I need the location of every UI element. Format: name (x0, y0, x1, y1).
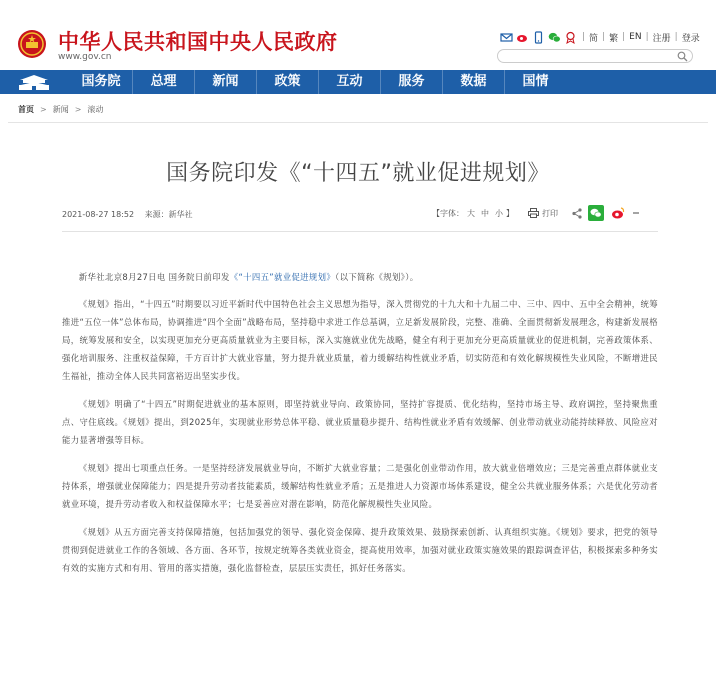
register-link[interactable]: 注册 (652, 33, 671, 44)
plan-link[interactable]: 《“十四五”就业促进规划》 (229, 272, 336, 282)
source-label-text: 来源： (144, 210, 169, 219)
print-label: 打印 (542, 208, 558, 218)
ribbon-icon[interactable] (564, 31, 577, 44)
paragraph: 《规划》明确了“十四五”时期促进就业的基本原则，即坚持就业导向、政策协同，坚持扩容提质、优化结构，坚持市场主导、政府调控，坚持聚焦重点、守住底线。《规划》提出，到2025年，实现就业形势总体平稳、就业质量稳步提升、结构性就业矛盾有效缓解、创业带动就业动能持续释放、风险应对能力显著增强等目标。 (62, 399, 658, 445)
nav-item-interaction[interactable]: 互动 (318, 70, 380, 94)
paragraph: 《规划》指出，“十四五”时期要以习近平新时代中国特色社会主义思想为指导，深入贯彻党的十九大和十九届二中、三中、四中、五中全会精神，统筹推进“五位一体”总体布局，协调推进“四个全面”战略布局，坚持稳中求进工作总基调，立足新发展阶段，完整、准确、全面贯彻新发展理念，构建新发展格局，统筹发展和安全，以实现更加充分更高质量就业为主要目标，深入实施就业优先战略，健全有利于更加充分更高质量就业的促进机制，完善政策体系、强化培训服务、注重权益保障，千方百计扩大就业容量，努力提升就业质量，着力缓解结构性就业矛盾，切实防范和有效化解规模性失业风险，不断增进民生福祉，推动全体人民共同富裕迈出坚实步伐。 (62, 299, 658, 381)
weixin-icon[interactable] (548, 31, 561, 44)
mobile-icon[interactable] (532, 31, 545, 44)
nav-items (70, 70, 566, 94)
breadcrumb-separator: > (74, 105, 82, 114)
lang-simplified-link[interactable]: 简 (589, 33, 599, 44)
nav-item-policies[interactable]: 政策 (256, 70, 318, 94)
font-small-button[interactable]: 小 (495, 208, 503, 218)
lead-text-after: （以下简称《规划》）。 (335, 272, 419, 282)
separator: | (602, 32, 606, 42)
nav-item-premier[interactable]: 总理 (132, 70, 194, 94)
nav-item-state-council[interactable]: 国务院 (81, 74, 121, 89)
article-meta (62, 209, 201, 220)
separator: | (645, 32, 649, 42)
lang-traditional-link[interactable]: 繁 (609, 33, 619, 44)
weibo-icon[interactable] (516, 31, 529, 44)
nav-item-news[interactable]: 新闻 (194, 70, 256, 94)
font-size-control (432, 208, 514, 219)
separator: | (622, 32, 626, 42)
share-icon[interactable] (572, 208, 582, 219)
lead-text: 新华社北京8月27日电 国务院日前印发 (78, 272, 230, 282)
mail-icon[interactable] (500, 31, 513, 44)
publish-date: 2021-08-27 18:52 (62, 210, 135, 219)
weibo-share-icon[interactable] (610, 205, 626, 221)
search-input[interactable] (497, 49, 693, 63)
breadcrumb-separator: > (40, 105, 47, 114)
separator: | (582, 32, 586, 42)
breadcrumb-current[interactable]: 滚动 (87, 105, 104, 114)
lang-english-link[interactable]: EN (629, 32, 642, 42)
source-name: 新华社 (168, 210, 193, 219)
font-size-label: 【字体： (432, 208, 464, 218)
font-size-label-close: 】 (506, 208, 514, 218)
tiananmen-icon[interactable] (14, 72, 54, 92)
breadcrumb-home[interactable]: 首页 (18, 105, 34, 114)
paragraph-lead (62, 268, 658, 286)
main-nav (0, 70, 716, 94)
article-body (62, 268, 658, 587)
more-share-icon[interactable] (632, 209, 640, 217)
breadcrumb-news[interactable]: 新闻 (52, 105, 69, 114)
search-icon[interactable] (677, 51, 688, 62)
font-large-button[interactable]: 大 (467, 208, 475, 218)
breadcrumb (18, 104, 103, 115)
meta-divider (62, 231, 658, 232)
separator: | (674, 32, 678, 42)
article-title: 国务院印发《“十四五”就业促进规划》 (166, 161, 550, 186)
site-url: www.gov.cn (58, 52, 112, 62)
site-header (0, 0, 716, 70)
article-tools (432, 205, 640, 221)
nav-item-services[interactable]: 服务 (380, 70, 442, 94)
printer-icon (528, 208, 539, 218)
wechat-share-icon[interactable] (588, 205, 604, 221)
national-emblem-icon[interactable] (17, 29, 47, 59)
print-button[interactable] (528, 208, 558, 219)
nav-item-data[interactable]: 数据 (442, 70, 504, 94)
nav-item-national-conditions[interactable]: 国情 (504, 70, 566, 94)
login-link[interactable]: 登录 (681, 33, 700, 44)
paragraph: 《规划》从五方面完善支持保障措施，包括加强党的领导、强化资金保障、提升政策效果、鼓励探索创新、认真组织实施。《规划》要求，把党的领导贯彻到促进就业工作的各领域、各方面、各环节，按规定统筹各类就业资金，提高使用效率，加强对就业政策实施效果的跟踪调查评估，积极探索多种务实有效的实施方式和有用、管用的落实措施，强化监督检查，层层压实责任，抓好任务落实。 (62, 527, 658, 573)
top-right-toolbar (500, 29, 702, 45)
paragraph: 《规划》提出七项重点任务。一是坚持经济发展就业导向，不断扩大就业容量；二是强化创业带动作用，放大就业倍增效应；三是完善重点群体就业支持体系，增强就业保障能力；四是提升劳动者技能素质，缓解结构性就业矛盾；五是推进人力资源市场体系建设，健全公共就业服务体系；六是优化劳动者就业环境，提升劳动者收入和权益保障水平；七是妥善应对潜在影响，防范化解规模性失业风险。 (62, 463, 658, 509)
source-label (145, 210, 193, 219)
font-medium-button[interactable]: 中 (481, 208, 489, 218)
site-title[interactable]: 中华人民共和国中央人民政府 (58, 29, 338, 54)
